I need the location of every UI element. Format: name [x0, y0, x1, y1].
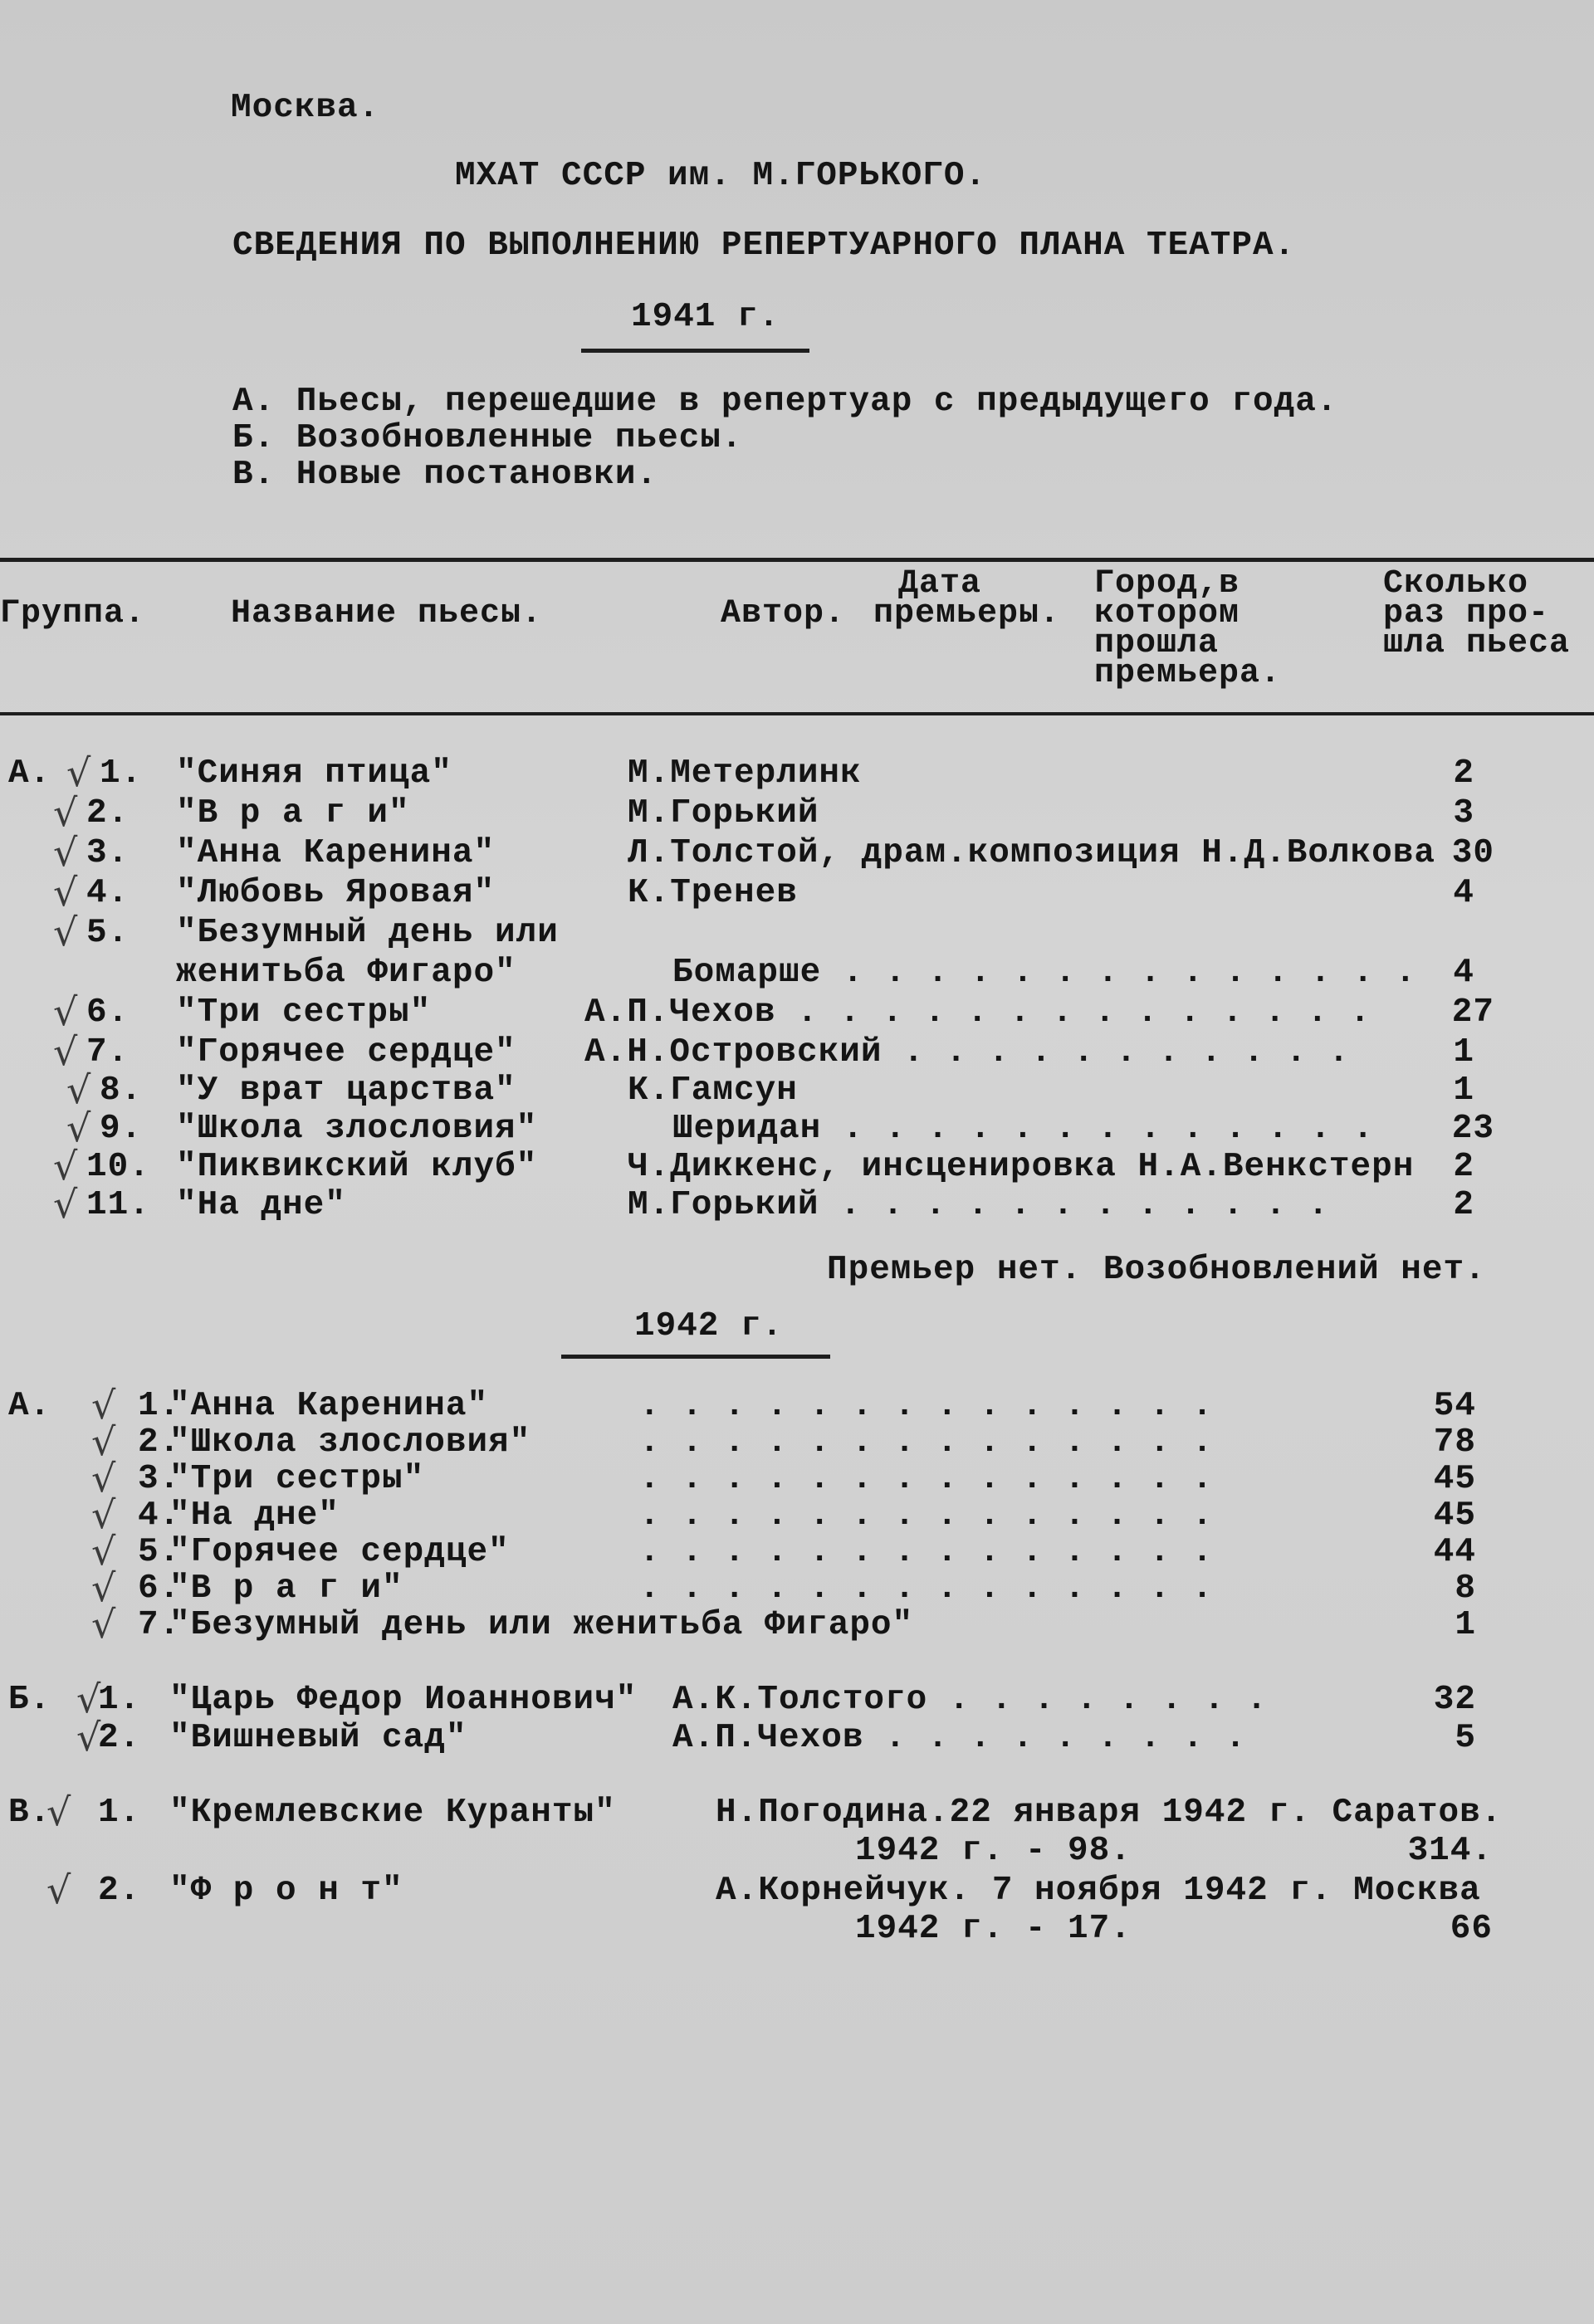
author: К.Гамсун	[628, 1072, 798, 1110]
author: А.П.Чехов . . . . . . . . .	[672, 1719, 1247, 1757]
row-number: 3.	[86, 834, 130, 872]
document-title: СВЕДЕНИЯ ПО ВЫПОЛНЕНИЮ РЕПЕРТУАРНОГО ПЛАНА ТЕАТРА.	[232, 227, 1296, 265]
play-title: "Анна Каренина"	[169, 1387, 489, 1425]
play-title: "На дне"	[169, 1496, 340, 1535]
play-title: "У врат царства"	[176, 1072, 516, 1110]
leader-dots: . . . . . . . . . . . . . .	[639, 1570, 1214, 1608]
checkmark-icon: √	[53, 1029, 78, 1074]
performance-count: 8	[1455, 1570, 1476, 1608]
col-group: Группа.	[0, 595, 146, 632]
checkmark-icon: √	[66, 1106, 91, 1150]
performance-count: 32	[1433, 1681, 1476, 1719]
checkmark-icon: √	[53, 790, 78, 835]
author: А.Н.Островский . . . . . . . . . . .	[584, 1033, 1350, 1072]
col-city-1: Город,в	[1094, 565, 1240, 603]
play-title: "Горячее сердце"	[176, 1033, 516, 1072]
row-number: 2.	[98, 1719, 141, 1757]
city-line: Москва.	[231, 89, 380, 127]
play-title: "В р а г и"	[176, 794, 410, 832]
play-title: "Царь Федор Иоаннович"	[169, 1681, 638, 1719]
play-title-cont: женитьба Фигаро"	[176, 954, 516, 992]
row-number: 3.	[138, 1460, 181, 1498]
row-number: 4.	[86, 874, 130, 912]
checkmark-icon: √	[53, 830, 78, 875]
col-count-3: шла пьеса	[1383, 625, 1571, 662]
performance-count: 44	[1433, 1533, 1476, 1571]
col-count-2: раз про-	[1383, 595, 1550, 632]
col-city-4: премьера.	[1094, 655, 1282, 692]
row-number: 1.	[100, 754, 143, 793]
checkmark-icon: √	[76, 1677, 101, 1721]
row-number: 4.	[138, 1496, 181, 1535]
summary-1941: Премьер нет. Возобновлений нет.	[827, 1251, 1486, 1289]
author: М.Горький . . . . . . . . . . . .	[628, 1186, 1329, 1224]
leader-dots: . . . . . . . . . . . . . .	[639, 1533, 1214, 1571]
performance-count: 78	[1433, 1423, 1476, 1462]
checkmark-icon: √	[53, 1182, 78, 1227]
play-title: "Пиквикский клуб"	[176, 1148, 538, 1186]
checkmark-icon: √	[53, 1144, 78, 1189]
premiere-info: Н.Погодина.22 января 1942 г. Саратов.	[716, 1794, 1503, 1832]
row-number: 6.	[86, 994, 130, 1032]
play-title: "На дне"	[176, 1186, 346, 1224]
row-number: 1.	[98, 1681, 141, 1719]
leader-dots: . . . . . . . . . . . . . .	[639, 1423, 1214, 1462]
author: Ч.Диккенс, инсценировка Н.А.Венкстерн	[628, 1148, 1415, 1186]
col-city-3: прошла	[1094, 625, 1220, 662]
row-number: 2.	[98, 1872, 141, 1910]
group-label-1942-a: А.	[8, 1387, 51, 1425]
theatre-name: МХАТ СССР им. М.ГОРЬКОГО.	[455, 157, 987, 195]
count-year: 1942 г. - 17.	[855, 1910, 1132, 1948]
row-number: 5.	[86, 914, 130, 952]
group-label-1942-b: Б.	[8, 1681, 51, 1719]
group-label-1942-v: В.	[8, 1794, 51, 1832]
premiere-info: А.Корнейчук. 7 ноября 1942 г. Москва	[716, 1872, 1481, 1910]
performance-count: 45	[1433, 1496, 1476, 1535]
performance-count: 30	[1451, 834, 1494, 872]
author: Бомарше . . . . . . . . . . . . . .	[672, 954, 1417, 992]
row-number: 1.	[138, 1387, 181, 1425]
performance-count: 54	[1433, 1387, 1476, 1425]
checkmark-icon: √	[91, 1419, 116, 1464]
play-title: "Кремлевские Куранты"	[169, 1794, 616, 1832]
author: М.Горький	[628, 794, 819, 832]
performance-count: 27	[1451, 994, 1494, 1032]
performance-count: 2	[1453, 1148, 1474, 1186]
row-number: 7.	[138, 1606, 181, 1644]
row-number: 6.	[138, 1570, 181, 1608]
checkmark-icon: √	[53, 870, 78, 915]
performance-count: 4	[1453, 954, 1474, 992]
checkmark-icon: √	[46, 1868, 71, 1912]
legend-v: В. Новые постановки.	[232, 456, 658, 494]
count-year: 1942 г. - 98.	[855, 1832, 1132, 1870]
row-number: 1.	[98, 1794, 141, 1832]
checkmark-icon: √	[53, 910, 78, 954]
performance-count: 5	[1455, 1719, 1476, 1757]
row-number: 10.	[86, 1148, 150, 1186]
year-1941: 1941 г.	[631, 298, 780, 336]
col-date-2: премьеры.	[873, 595, 1061, 632]
row-number: 11.	[86, 1186, 150, 1224]
play-title: "Три сестры"	[169, 1460, 425, 1498]
checkmark-icon: √	[91, 1456, 116, 1501]
performance-count: 66	[1450, 1910, 1493, 1948]
col-city-2: котором	[1094, 595, 1240, 632]
table-top-rule	[0, 558, 1594, 562]
col-count-1: Сколько	[1383, 565, 1529, 603]
author: Шеридан . . . . . . . . . . . . .	[672, 1110, 1374, 1148]
author: К.Тренев	[628, 874, 798, 912]
leader-dots: . . . . . . . . . . . . . .	[639, 1387, 1214, 1425]
performance-count: 45	[1433, 1460, 1476, 1498]
author: А.П.Чехов . . . . . . . . . . . . . .	[584, 994, 1372, 1032]
checkmark-icon: √	[76, 1715, 101, 1760]
row-number: 7.	[86, 1033, 130, 1072]
play-title: "Вишневый сад"	[169, 1719, 467, 1757]
play-title: "Безумный день или	[176, 914, 559, 952]
table-header-rule	[0, 712, 1594, 715]
row-number: 2.	[86, 794, 130, 832]
legend-a: А. Пьесы, перешедшие в репертуар с предыдущего года.	[232, 383, 1338, 421]
performance-count: 1	[1453, 1072, 1474, 1110]
leader-dots: . . . . . . . . . . . . . .	[639, 1496, 1214, 1535]
year-1942-underline	[561, 1355, 830, 1359]
year-1942: 1942 г.	[634, 1307, 784, 1345]
checkmark-icon: √	[91, 1492, 116, 1537]
year-underline	[581, 349, 809, 353]
checkmark-icon: √	[91, 1529, 116, 1574]
performance-count: 4	[1453, 874, 1474, 912]
performance-count: 2	[1453, 1186, 1474, 1224]
checkmark-icon: √	[53, 989, 78, 1034]
checkmark-icon: √	[91, 1383, 116, 1428]
checkmark-icon: √	[46, 1789, 71, 1834]
play-title: "Горячее сердце"	[169, 1533, 510, 1571]
play-title: "Школа злословия"	[176, 1110, 538, 1148]
checkmark-icon: √	[66, 1067, 91, 1112]
performance-count: 1	[1455, 1606, 1476, 1644]
checkmark-icon: √	[66, 750, 91, 795]
author: А.К.Толстого . . . . . . . .	[672, 1681, 1268, 1719]
legend-b: Б. Возобновленные пьесы.	[232, 419, 743, 457]
play-title: "Синяя птица"	[176, 754, 452, 793]
row-number: 9.	[100, 1110, 143, 1148]
play-title: "Безумный день или женитьба Фигаро"	[169, 1606, 914, 1644]
author: М.Метерлинк	[628, 754, 862, 793]
play-title: "Школа злословия"	[169, 1423, 531, 1462]
group-label-1941-a: А.	[8, 754, 51, 793]
row-number: 2.	[138, 1423, 181, 1462]
play-title: "Три сестры"	[176, 994, 432, 1032]
col-title: Название пьесы.	[231, 595, 543, 632]
leader-dots: . . . . . . . . . . . . . .	[639, 1460, 1214, 1498]
col-author: Автор.	[721, 595, 846, 632]
performance-count: 314.	[1407, 1832, 1493, 1870]
performance-count: 23	[1451, 1110, 1494, 1148]
play-title: "Ф р о н т"	[169, 1872, 403, 1910]
col-date-1: Дата	[898, 565, 982, 603]
performance-count: 1	[1453, 1033, 1474, 1072]
row-number: 8.	[100, 1072, 143, 1110]
checkmark-icon: √	[91, 1602, 116, 1647]
performance-count: 2	[1453, 754, 1474, 793]
checkmark-icon: √	[91, 1565, 116, 1610]
play-title: "В р а г и"	[169, 1570, 403, 1608]
author: Л.Толстой, драм.композиция Н.Д.Волкова	[628, 834, 1435, 872]
performance-count: 3	[1453, 794, 1474, 832]
play-title: "Анна Каренина"	[176, 834, 496, 872]
play-title: "Любовь Яровая"	[176, 874, 496, 912]
row-number: 5.	[138, 1533, 181, 1571]
